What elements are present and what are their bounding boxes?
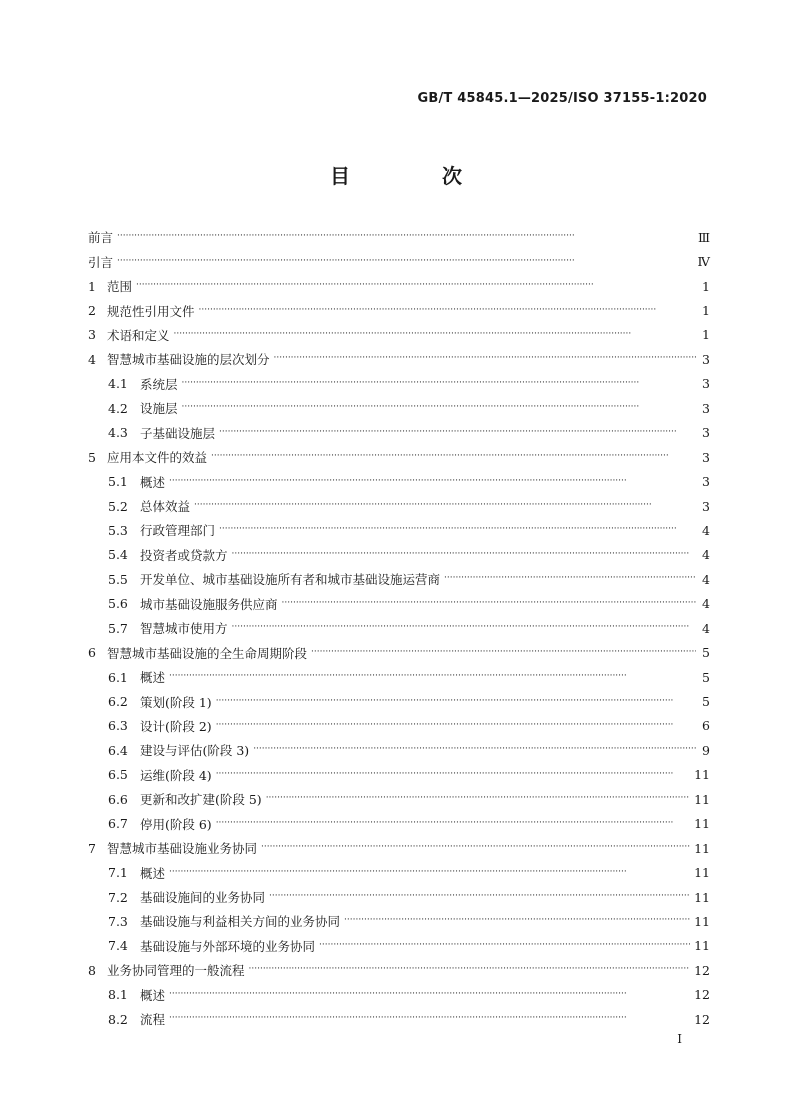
dot-leader	[319, 940, 690, 950]
toc-entry[interactable]	[88, 543, 710, 567]
dot-leader	[169, 1013, 690, 1023]
toc-entry[interactable]	[88, 372, 710, 396]
page-number: Ⅰ	[677, 1032, 682, 1046]
dot-leader	[117, 231, 694, 241]
toc-entry[interactable]	[88, 494, 710, 518]
toc-entry-title: 概述	[140, 670, 166, 686]
toc-entry-title: 更新和改扩建(阶段 5)	[140, 792, 262, 808]
dot-leader	[169, 867, 690, 877]
toc-entry-page: 1	[702, 303, 710, 319]
toc-entry-number: 4.3	[108, 425, 128, 441]
toc-entry-page: 1	[702, 278, 710, 294]
toc-entry-number: 6.2	[108, 694, 128, 710]
dot-leader	[216, 769, 690, 779]
toc-entry-number: 4.2	[108, 400, 128, 416]
toc-entry-title: 业务协同管理的一般流程	[107, 963, 245, 979]
toc-entry[interactable]	[88, 787, 710, 811]
toc-entry[interactable]	[88, 885, 710, 909]
toc-entry-page: 11	[694, 840, 710, 856]
toc-entry-title: 智慧城市使用方	[140, 621, 228, 637]
toc-entry-title: 停用(阶段 6)	[140, 816, 212, 832]
toc-entry-number: 6	[88, 645, 96, 661]
dot-leader	[169, 476, 696, 486]
toc-entry-number: 6.5	[108, 767, 128, 783]
toc-entry[interactable]	[88, 909, 710, 933]
dot-leader	[216, 818, 690, 828]
toc-entry-title: 应用本文件的效益	[107, 450, 208, 466]
toc-entry-title: 行政管理部门	[140, 523, 216, 539]
dot-leader	[219, 427, 696, 437]
toc-entry-title: 规范性引用文件	[107, 303, 195, 319]
dot-leader	[266, 793, 690, 803]
toc-entry[interactable]	[88, 689, 710, 713]
dot-leader	[169, 989, 690, 999]
toc-entry-page: 5	[702, 645, 710, 661]
dot-leader	[216, 720, 696, 730]
toc-entry-title: 子基础设施层	[140, 425, 216, 441]
toc-entry-page: 3	[702, 400, 710, 416]
toc-entry-title: 开发单位、城市基础设施所有者和城市基础设施运营商	[140, 572, 441, 588]
toc-entry-title: 前言	[88, 230, 114, 246]
dot-leader	[199, 305, 696, 315]
toc-entry-number: 6.6	[108, 791, 128, 807]
toc-entry-page: 4	[702, 571, 710, 587]
toc-entry-number: 7.2	[108, 889, 128, 905]
dot-leader	[232, 549, 696, 559]
dot-leader	[344, 915, 690, 925]
toc-entry-title: 流程	[140, 1012, 166, 1028]
toc-entry-number: 7.3	[108, 913, 128, 929]
toc-entry-page: 5	[702, 669, 710, 685]
toc-entry-title: 城市基础设施服务供应商	[140, 596, 278, 612]
toc-entry-title: 概述	[140, 865, 166, 881]
toc-entry[interactable]	[88, 323, 710, 347]
toc-entry-page: 12	[694, 1011, 710, 1027]
dot-leader	[174, 329, 696, 339]
toc-entry-page: 3	[702, 425, 710, 441]
toc-entry-page: 12	[694, 987, 710, 1003]
dot-leader	[182, 402, 696, 412]
dot-leader	[117, 256, 693, 266]
toc-entry-number: 3	[88, 327, 96, 343]
toc-entry-page: Ⅳ	[697, 254, 710, 270]
toc-entry-title: 基础设施与利益相关方间的业务协同	[140, 914, 341, 930]
toc-entry-number: 2	[88, 303, 96, 319]
dot-leader	[169, 671, 696, 681]
toc-entry-title: 概述	[140, 987, 166, 1003]
toc-entry[interactable]	[88, 812, 710, 836]
toc-entry-page: 11	[694, 865, 710, 881]
toc-entry-number: 7.1	[108, 865, 128, 881]
toc-entry[interactable]	[88, 763, 710, 787]
toc-entry-page: 11	[694, 889, 710, 905]
toc-entry-number: 6.4	[108, 742, 128, 758]
toc-entry-page: 4	[702, 522, 710, 538]
dot-leader	[253, 744, 696, 754]
toc-entry-title: 概述	[140, 474, 166, 490]
dot-leader	[269, 891, 690, 901]
toc-entry-title: 智慧城市基础设施的全生命周期阶段	[107, 645, 308, 661]
dot-leader	[216, 696, 696, 706]
toc-entry[interactable]	[88, 274, 710, 298]
toc-entry-number: 4.1	[108, 376, 128, 392]
toc-entry-page: 5	[702, 694, 710, 710]
toc-entry-title: 基础设施间的业务协同	[140, 890, 266, 906]
standard-number-header: GB/T 45845.1—2025/ISO 37155-1:2020	[417, 91, 707, 106]
toc-entry-page: 3	[702, 351, 710, 367]
dot-leader	[182, 378, 696, 388]
toc-entry-page: 11	[694, 767, 710, 783]
toc-entry-title: 术语和定义	[107, 327, 170, 343]
toc-entry[interactable]	[88, 738, 710, 762]
dot-leader	[282, 598, 696, 608]
dot-leader	[136, 280, 696, 290]
toc-entry-number: 5	[88, 449, 96, 465]
toc-entry[interactable]	[88, 445, 710, 469]
toc-entry[interactable]	[88, 567, 710, 591]
toc-entry-page: 4	[702, 547, 710, 563]
dot-leader	[232, 622, 696, 632]
dot-leader	[274, 353, 696, 363]
toc-entry-number: 1	[88, 278, 96, 294]
toc-entry[interactable]	[88, 983, 710, 1007]
toc-entry-number: 7	[88, 840, 96, 856]
toc-entry-page: Ⅲ	[697, 229, 710, 245]
toc-entry-number: 5.5	[108, 571, 128, 587]
toc-entry-title: 设施层	[140, 401, 178, 417]
toc-entry-page: 1	[702, 327, 710, 343]
dot-leader	[194, 500, 696, 510]
toc-entry[interactable]	[88, 934, 710, 958]
toc-entry-page: 4	[702, 596, 710, 612]
toc-entry-number: 5.4	[108, 547, 128, 563]
toc-entry-page: 11	[694, 938, 710, 954]
toc-entry-number: 8.1	[108, 987, 128, 1003]
toc-entry-title: 运维(阶段 4)	[140, 767, 212, 783]
toc-entry-title: 范围	[107, 279, 133, 295]
toc-entry-page: 3	[702, 498, 710, 514]
toc-entry-title: 智慧城市基础设施的层次划分	[107, 352, 270, 368]
toc-entry-page: 3	[702, 449, 710, 465]
dot-leader	[219, 524, 696, 534]
toc-entry-page: 11	[694, 816, 710, 832]
dot-leader	[261, 842, 690, 852]
toc-entry-page: 4	[702, 620, 710, 636]
toc-entry[interactable]	[88, 469, 710, 493]
toc-entry-number: 6.7	[108, 816, 128, 832]
page-title: 目 次	[330, 164, 498, 188]
toc-entry[interactable]	[88, 836, 710, 860]
toc-entry[interactable]	[88, 396, 710, 420]
toc-entry-page: 6	[702, 718, 710, 734]
toc-entry[interactable]	[88, 616, 710, 640]
toc-entry-title: 引言	[88, 254, 114, 270]
toc-entry-page: 9	[702, 742, 710, 758]
toc-entry-title: 投资者或贷款方	[140, 547, 228, 563]
toc-entry-page: 11	[694, 791, 710, 807]
toc-entry-number: 5.2	[108, 498, 128, 514]
toc-entry[interactable]	[88, 958, 710, 982]
toc-entry-title: 基础设施与外部环境的业务协同	[140, 938, 316, 954]
toc-entry[interactable]	[88, 592, 710, 616]
toc-entry-title: 总体效益	[140, 499, 191, 515]
toc-entry[interactable]	[88, 347, 710, 371]
toc-entry-page: 3	[702, 474, 710, 490]
toc-entry[interactable]	[88, 714, 710, 738]
toc-entry-title: 智慧城市基础设施业务协同	[107, 841, 258, 857]
dot-leader	[444, 573, 696, 583]
toc-entry-title: 系统层	[140, 376, 178, 392]
toc-entry-number: 6.1	[108, 669, 128, 685]
toc-entry[interactable]	[88, 298, 710, 322]
toc-entry-number: 8.2	[108, 1011, 128, 1027]
dot-leader	[249, 964, 691, 974]
toc-entry-number: 5.7	[108, 620, 128, 636]
toc-entry-number: 6.3	[108, 718, 128, 734]
dot-leader	[211, 451, 696, 461]
toc-entry[interactable]	[88, 421, 710, 445]
toc-entry-page: 12	[694, 962, 710, 978]
toc-entry-title: 设计(阶段 2)	[140, 718, 212, 734]
toc-entry[interactable]	[88, 665, 710, 689]
table-of-contents	[88, 225, 710, 1031]
toc-entry-number: 5.3	[108, 522, 128, 538]
toc-entry-title: 策划(阶段 1)	[140, 694, 212, 710]
toc-entry[interactable]	[88, 640, 710, 664]
toc-entry[interactable]	[88, 225, 710, 249]
toc-entry-page: 3	[702, 376, 710, 392]
toc-entry-number: 5.1	[108, 474, 128, 490]
toc-entry[interactable]	[88, 1007, 710, 1031]
toc-entry-number: 7.4	[108, 938, 128, 954]
dot-leader	[311, 647, 696, 657]
toc-entry-number: 4	[88, 351, 96, 367]
toc-entry[interactable]	[88, 249, 710, 273]
toc-entry-page: 11	[694, 913, 710, 929]
toc-entry-number: 5.6	[108, 596, 128, 612]
toc-entry-number: 8	[88, 962, 96, 978]
toc-entry-title: 建设与评估(阶段 3)	[140, 743, 250, 759]
toc-entry[interactable]	[88, 860, 710, 884]
toc-entry[interactable]	[88, 518, 710, 542]
